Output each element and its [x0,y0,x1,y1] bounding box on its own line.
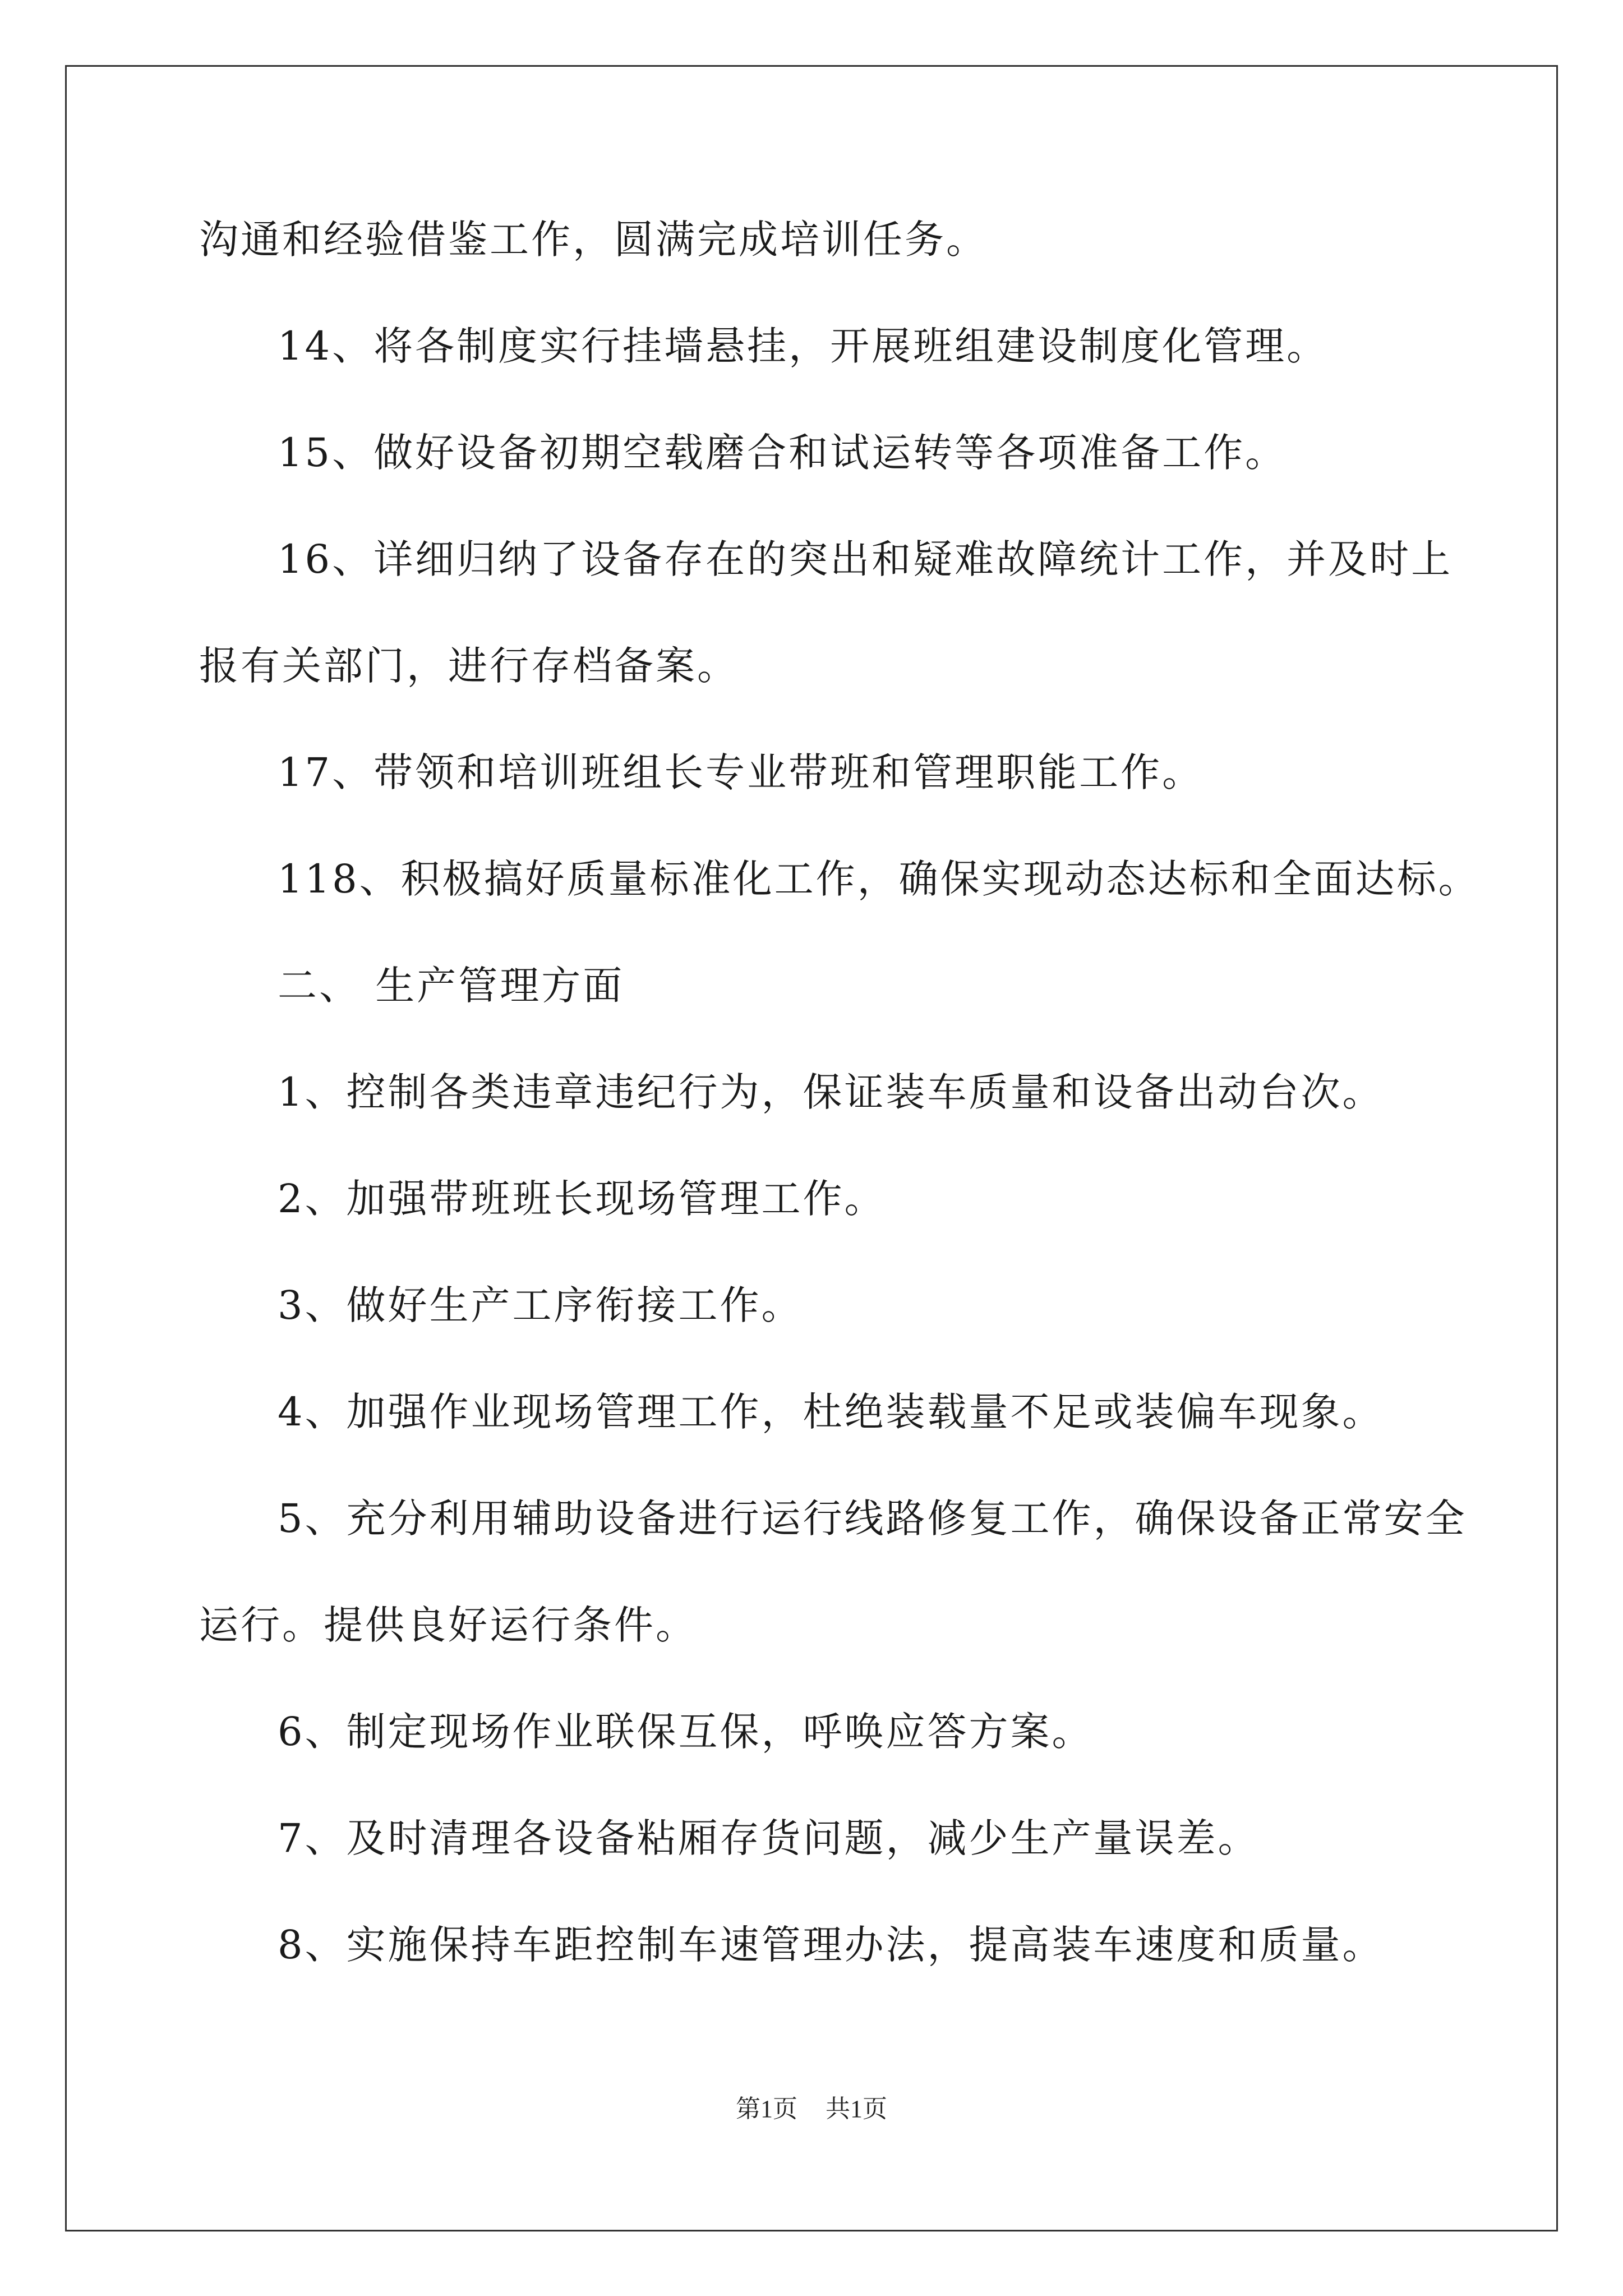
paragraph-line: 7、及时清理各设备粘厢存货问题，减少生产量误差。 [278,1815,1260,1861]
page-total: 共1页 [826,2095,887,2123]
paragraph-line: 17、带领和培训班组长专业带班和管理职能工作。 [278,749,1204,795]
paragraph-line: 118、积极搞好质量标准化工作，确保实现动态达标和全面达标。 [278,856,1480,902]
page-footer [0,2093,1623,2125]
paragraph-line: 15、做好设备初期空载磨合和试运转等各项准备工作。 [278,430,1287,476]
paragraph-line: 3、做好生产工序衔接工作。 [278,1282,803,1328]
page-border [65,65,1558,2231]
paragraph-line: 2、加强带班班长现场管理工作。 [278,1176,886,1222]
page-number: 第1页 [736,2095,797,2123]
paragraph-line: 5、充分利用辅助设备进行运行线路修复工作，确保设备正常安全 [278,1496,1467,1542]
paragraph-line: 8、实施保持车距控制车速管理办法，提高装车速度和质量。 [278,1922,1384,1968]
paragraph-line: 14、将各制度实行挂墙悬挂，开展班组建设制度化管理。 [278,323,1329,369]
section-heading: 二、 生产管理方面 [278,963,625,1009]
paragraph-line: 报有关部门，进行存档备案。 [199,643,739,689]
paragraph-line: 沟通和经验借鉴工作，圆满完成培训任务。 [199,217,988,263]
paragraph-line: 4、加强作业现场管理工作，杜绝装载量不足或装偏车现象。 [278,1389,1384,1435]
paragraph-line: 运行。提供良好运行条件。 [199,1602,697,1648]
paragraph-line: 16、详细归纳了设备存在的突出和疑难故障统计工作，并及时上 [278,536,1453,582]
paragraph-line: 1、控制各类违章违纪行为，保证装车质量和设备出动台次。 [278,1069,1384,1115]
paragraph-line: 6、制定现场作业联保互保，呼唤应答方案。 [278,1709,1094,1755]
